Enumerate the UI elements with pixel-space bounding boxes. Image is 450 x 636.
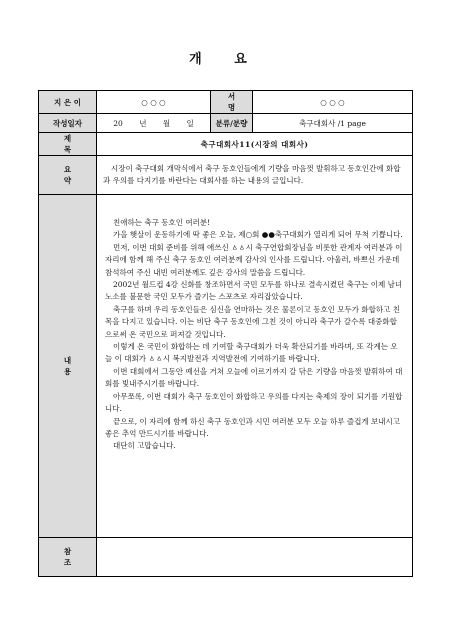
author-label: 지 은 이 — [39, 91, 97, 114]
content-label: 내 용 — [39, 195, 97, 538]
content-paragraph: 대단히 고맙습니다. — [113, 441, 176, 451]
content-paragraph: 친애하는 축구 동호인 여러분! — [113, 218, 211, 227]
content-paragraph: 끝으로, 이 자리에 함께 하신 축구 동호인과 시민 여러분 모두 오늘 하루 즐겁게 보내시고 좋은 추억 만드시기를 바랍니다. — [105, 416, 400, 438]
document-summary-form — [38, 90, 413, 577]
subject-label: 제 목 — [39, 133, 97, 156]
summary-value: 시장이 축구대회 개막식에서 축구 동호인들에게 기량을 마음껏 발휘하고 동호인간에 화합과 우의를 다지기를 바란다는 대회사를 하는 내용의 글입니다. — [97, 156, 413, 195]
content-paragraph: 먼저, 이번 대회 준비를 위해 애쓰신 ㅿㅿ시 축구연합회장님을 비롯한 관계자 여러분과 이 자리에 함께 해 주신 축구 동호인 여러분께 감사의 인사를 드립니다. 아울러, 바쁘신 가운데 참석하여 주신 내빈 여러분께도 깊은 감사의 말씀을 드립니다. — [105, 242, 403, 277]
signature-value: ○ ○ ○ — [253, 91, 413, 114]
date-value: 20 년 월 일 — [97, 114, 211, 133]
subject-value: 축구대회사11(시장의 대회사) — [97, 133, 413, 156]
author-value: ○ ○ ○ — [97, 91, 211, 114]
content-body — [97, 195, 413, 538]
signature-label: 서 명 — [211, 91, 253, 114]
content-paragraph: 이번 대회에서 그동안 예선을 거쳐 오늘에 이르기까지 갈 닦은 기량을 마음껏 발휘하여 대회를 빛내주시기를 바랍니다. — [105, 366, 403, 389]
page-title: 개 요 — [189, 52, 261, 67]
content-paragraph: 축구를 하며 우리 동호인들은 심신을 연마하는 것은 물론이고 동호인 모두가 화합하고 친목을 다지고 있습니다. 이는 비단 축구 동호인에 그친 것이 아니라 축구가 갈수록 대중화합으로써 온 국민으로 퍼져갈 것입니다. — [105, 304, 401, 339]
date-label: 작성일자 — [39, 114, 97, 133]
summary-label: 요 약 — [39, 156, 97, 195]
content-paragraph: 이렇게 온 국민이 화합하는 데 기여할 축구대회가 더욱 확산되기를 바라며, 또 각계는 오늘 이 대회가 ㅿㅿ시 복지발전과 지역발전에 기여하기를 바랍니다. — [105, 342, 398, 364]
category-value: 축구대회사 /1 page — [253, 114, 413, 133]
category-label: 분류/분량 — [211, 114, 253, 133]
content-paragraph: 2002년 월드컵 4강 신화를 창조하면서 국민 모두를 하나로 결속시켰던 축구는 이제 남녀 노소를 불문한 국민 모두가 즐기는 스포츠로 자리잡았습니다. — [105, 280, 403, 302]
content-paragraph: 가을 햇살이 운동하기에 딱 좋은 오늘, 제○회 ●●축구대회가 열리게 되어 무척 기쁩니다. — [113, 230, 403, 240]
reference-label: 참 조 — [39, 538, 97, 577]
reference-value — [97, 538, 413, 577]
content-paragraph: 아무쪼록, 이번 대회가 축구 동호인이 화합하고 우의를 다지는 축제의 장이 되기를 기원합니다. — [105, 391, 403, 414]
